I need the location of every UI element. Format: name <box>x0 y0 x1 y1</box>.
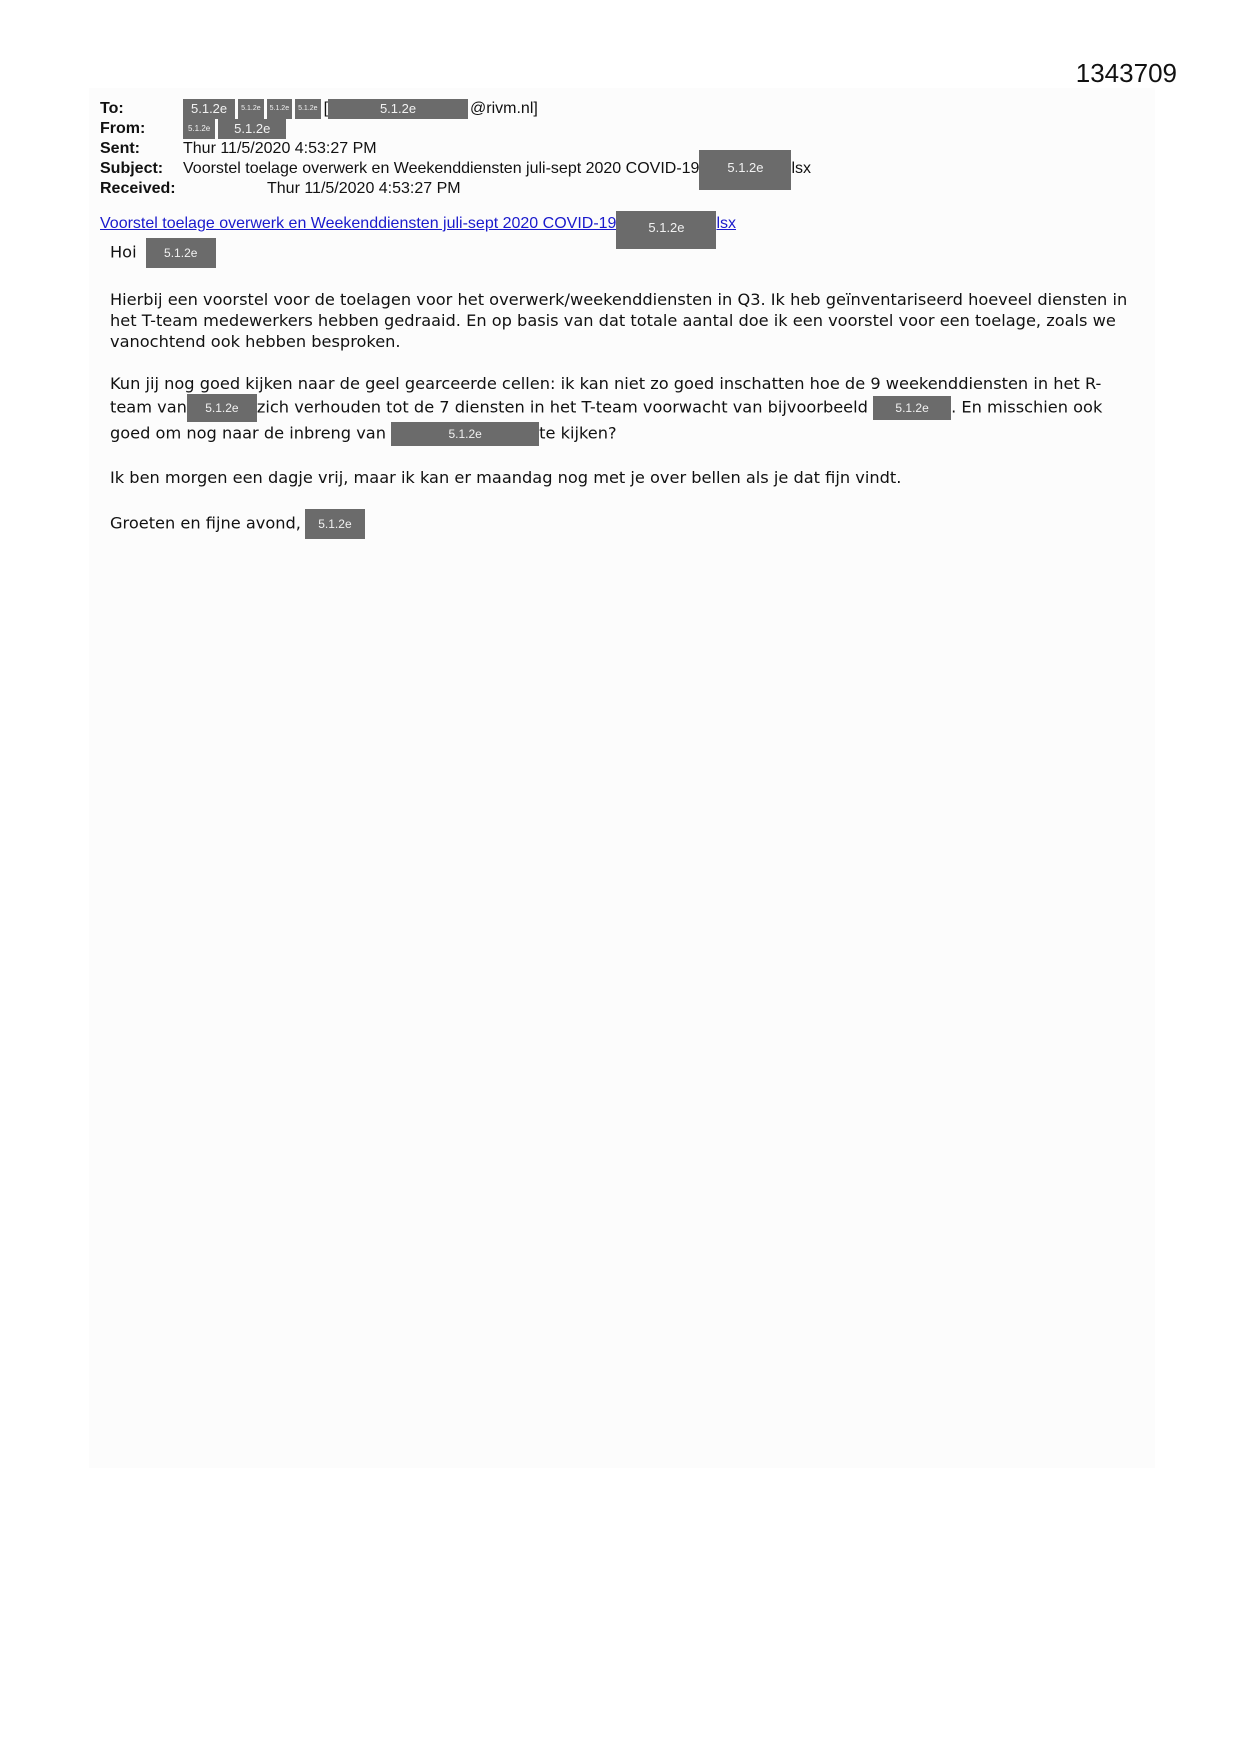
email-body <box>110 238 1140 560</box>
closing-text: Groeten en fijne avond, <box>110 513 301 533</box>
redaction-box: 5.1.2e <box>267 99 292 119</box>
closing-line <box>110 509 1140 539</box>
redaction-box: 5.1.2e <box>187 394 257 422</box>
body-text: Kun jij nog goed kijken naar de geel gearceerde cellen: ik kan niet zo goed inschatten hoe de 9 weekenddiensten in het R-team van <box>110 374 1102 417</box>
redaction-box: 5.1.2e <box>328 99 468 119</box>
greeting-line <box>110 238 1140 268</box>
redaction-box: 5.1.2e <box>146 238 216 268</box>
redaction-box: 5.1.2e <box>218 119 286 139</box>
to-label: To: <box>100 100 124 117</box>
redaction-box: 5.1.2e <box>183 99 235 119</box>
subject-text: Voorstel toelage overwerk en Weekenddiensten juli-sept 2020 COVID-19 <box>183 160 700 177</box>
body-paragraph <box>110 373 1140 446</box>
body-text: zich verhouden tot de 7 diensten in het T-team voorwacht van bijvoorbeeld <box>256 397 868 417</box>
redaction-box: 5.1.2e <box>391 422 539 446</box>
greeting-text: Hoi <box>110 242 137 262</box>
received-value: Thur 11/5/2020 4:53:27 PM <box>267 180 461 197</box>
subject-suffix: lsx <box>791 160 812 177</box>
from-label: From: <box>100 120 146 137</box>
redaction-box: 5.1.2e <box>699 150 791 190</box>
redaction-box: 5.1.2e <box>616 211 716 249</box>
body-paragraph: Hierbij een voorstel voor de toelagen voor het overwerk/weekenddiensten in Q3. Ik heb geïnventariseerd hoeveel diensten in het T-team medewerkers hebben gedraaid. En op basis van dat totale aantal doe ik een voorstel voor een toelage, zoals we vanochtend ook hebben besproken. <box>110 290 1128 351</box>
attachment-link-text[interactable]: Voorstel toelage overwerk en Weekenddiensten juli-sept 2020 COVID-19 <box>100 215 617 232</box>
redaction-box: 5.1.2e <box>238 99 263 119</box>
sent-label: Sent: <box>100 140 140 157</box>
redaction-box: 5.1.2e <box>183 119 215 139</box>
from-value <box>183 119 289 139</box>
to-email-domain: @rivm.nl] <box>470 100 538 117</box>
document-number: 1343709 <box>1075 58 1177 88</box>
redaction-box: 5.1.2e <box>295 99 320 119</box>
to-value <box>183 99 538 119</box>
body-text: . En misschien ook goed om nog naar de inbreng van <box>110 397 1103 443</box>
subject-value <box>183 159 811 179</box>
sent-value: Thur 11/5/2020 4:53:27 PM <box>183 140 377 157</box>
to-bracket: [ <box>323 100 329 117</box>
subject-label: Subject: <box>100 160 164 177</box>
redaction-box: 5.1.2e <box>873 396 951 420</box>
body-paragraph: Ik ben morgen een dagje vrij, maar ik kan er maandag nog met je over bellen als je dat fijn vindt. <box>110 468 902 487</box>
body-text: te kijken? <box>539 423 617 443</box>
redaction-box: 5.1.2e <box>305 509 365 539</box>
received-label: Received: <box>100 180 176 197</box>
attachment-link-suffix[interactable]: lsx <box>716 215 737 232</box>
